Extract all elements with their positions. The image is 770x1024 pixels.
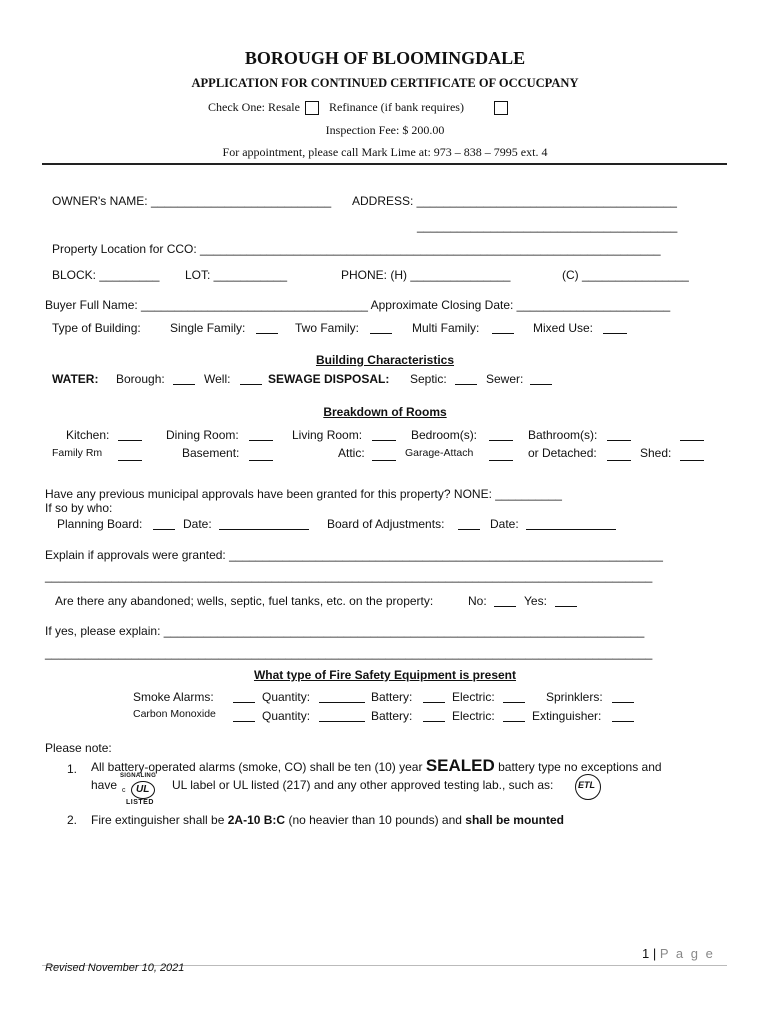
adjustments-date-label: Date:: [490, 517, 519, 531]
page-number: 1: [642, 946, 650, 961]
bedrooms-blank[interactable]: [489, 430, 513, 441]
note-1-number: 1.: [67, 762, 78, 776]
family-room-label: Family Rm: [52, 447, 103, 459]
basement-blank[interactable]: [249, 450, 273, 461]
kitchen-label: Kitchen:: [66, 428, 110, 442]
header-divider: [42, 163, 727, 165]
shed-blank[interactable]: [680, 450, 704, 461]
note-1-have: have: [91, 778, 118, 792]
bathrooms-blank[interactable]: [607, 430, 631, 441]
single-family-label: Single Family:: [170, 321, 246, 335]
page-separator: |: [652, 946, 657, 961]
co-battery-blank[interactable]: [423, 711, 445, 722]
two-family-label: Two Family:: [295, 321, 360, 335]
co-electric-blank[interactable]: [503, 711, 525, 722]
septic-label: Septic:: [410, 372, 447, 386]
carbon-monoxide-blank[interactable]: [233, 711, 255, 722]
extinguisher-rating: 2A-10 B:C: [227, 813, 286, 827]
explain-approvals-field[interactable]: Explain if approvals were granted: _________________________________________________________________: [45, 548, 663, 562]
if-yes-explain-field[interactable]: If yes, please explain: ________________________________________________________________________: [45, 624, 645, 638]
sprinklers-label: Sprinklers:: [546, 690, 603, 704]
address-field-line2[interactable]: _______________________________________: [417, 219, 678, 233]
detached-blank[interactable]: [607, 450, 631, 461]
note-1-text-b: battery type no exceptions and: [498, 760, 662, 774]
if-so-by-who-label: If so by who:: [45, 501, 113, 515]
attic-label: Attic:: [338, 446, 365, 460]
shall-be-mounted: shall be mounted: [465, 813, 564, 827]
bedrooms-label: Bedroom(s):: [411, 428, 478, 442]
smoke-electric-label: Electric:: [452, 690, 495, 704]
ul-logo-bottom-text: LISTED: [126, 799, 154, 806]
note-1-text-a: All battery-operated alarms (smoke, CO) shall be ten (10) year: [91, 760, 423, 774]
well-label: Well:: [204, 372, 231, 386]
abandoned-no-blank[interactable]: [494, 596, 516, 607]
appointment-info: For appointment, please call Mark Lime at: 973 – 838 – 7995 ext. 4: [222, 145, 548, 159]
page-number-footer: [642, 946, 715, 961]
note-2-line: [91, 813, 564, 827]
single-family-blank[interactable]: [256, 323, 278, 334]
form-title: BOROUGH OF BLOOMINGDALE: [244, 48, 526, 68]
note-2-text-a: Fire extinguisher shall be: [91, 813, 225, 827]
planning-date-label: Date:: [183, 517, 212, 531]
garage-attach-blank[interactable]: [489, 450, 513, 461]
block-field[interactable]: BLOCK: _________: [52, 268, 160, 282]
smoke-alarms-label: Smoke Alarms:: [133, 690, 214, 704]
etl-logo-mark: ETL: [578, 780, 595, 790]
abandoned-yes-label: Yes:: [524, 594, 547, 608]
multi-family-blank[interactable]: [492, 323, 514, 334]
extra-room-blank[interactable]: [680, 430, 704, 441]
smoke-battery-label: Battery:: [371, 690, 413, 704]
note-2-text-b: (no heavier than 10 pounds) and: [288, 813, 462, 827]
smoke-battery-blank[interactable]: [423, 692, 445, 703]
type-of-building-label: Type of Building:: [52, 321, 141, 335]
adjustments-date-blank[interactable]: [526, 519, 616, 530]
planning-date-blank[interactable]: [219, 519, 309, 530]
smoke-electric-blank[interactable]: [503, 692, 525, 703]
address-field[interactable]: ADDRESS: _______________________________________: [352, 194, 677, 208]
family-room-blank[interactable]: [118, 450, 142, 461]
sealed-emphasis: SEALED: [425, 756, 495, 775]
ul-logo-c: c: [122, 787, 126, 794]
smoke-quantity-blank[interactable]: [319, 692, 365, 703]
ul-logo-mark: UL: [136, 784, 150, 795]
fire-safety-heading: What type of Fire Safety Equipment is present: [253, 668, 517, 682]
phone-cell-field[interactable]: (C) ________________: [562, 268, 689, 282]
well-blank[interactable]: [240, 374, 262, 385]
borough-label: Borough:: [116, 372, 165, 386]
note-1-line1: [91, 756, 662, 776]
mixed-use-blank[interactable]: [603, 323, 627, 334]
dining-room-blank[interactable]: [249, 430, 273, 441]
septic-blank[interactable]: [455, 374, 477, 385]
refinance-checkbox[interactable]: [494, 101, 508, 115]
check-one-label: Check One: Resale: [208, 100, 300, 114]
extinguisher-blank[interactable]: [612, 711, 634, 722]
mixed-use-label: Mixed Use:: [533, 321, 594, 335]
sewer-label: Sewer:: [486, 372, 524, 386]
sewer-blank[interactable]: [530, 374, 552, 385]
ul-listed-logo: [118, 773, 168, 809]
garage-attach-label: Garage-Attach: [405, 447, 474, 459]
multi-family-label: Multi Family:: [412, 321, 480, 335]
etl-logo: [575, 774, 609, 802]
ul-logo-top-text: SIGNALING: [120, 773, 157, 779]
planning-board-blank[interactable]: [153, 519, 175, 530]
resale-checkbox[interactable]: [305, 101, 319, 115]
kitchen-blank[interactable]: [118, 430, 142, 441]
co-quantity-label: Quantity:: [262, 709, 311, 723]
abandoned-yes-blank[interactable]: [555, 596, 577, 607]
building-characteristics-heading: Building Characteristics: [315, 353, 455, 367]
or-detached-label: or Detached:: [528, 446, 597, 460]
abandoned-no-label: No:: [468, 594, 487, 608]
revised-date: Revised November 10, 2021: [45, 962, 185, 974]
living-room-label: Living Room:: [292, 428, 363, 442]
previous-approvals-question[interactable]: Have any previous municipal approvals have been granted for this property? NONE: __________: [45, 487, 562, 501]
living-room-blank[interactable]: [372, 430, 396, 441]
property-location-field[interactable]: Property Location for CCO: _____________________________________________________________________: [52, 242, 661, 256]
smoke-quantity-label: Quantity:: [262, 690, 311, 704]
note-2-number: 2.: [67, 813, 78, 827]
borough-blank[interactable]: [173, 374, 195, 385]
board-of-adjustments-label: Board of Adjustments:: [327, 517, 445, 531]
breakdown-of-rooms-heading: Breakdown of Rooms: [323, 405, 447, 419]
explain-approvals-line2[interactable]: ___________________________________________________________________________________________: [45, 569, 653, 583]
co-electric-label: Electric:: [452, 709, 495, 723]
basement-label: Basement:: [182, 446, 240, 460]
shed-label: Shed:: [640, 446, 672, 460]
if-yes-explain-line2[interactable]: ___________________________________________________________________________________________: [45, 646, 653, 660]
board-of-adjustments-blank[interactable]: [458, 519, 480, 530]
refinance-label: Refinance (if bank requires): [329, 100, 464, 114]
owner-name-field[interactable]: OWNER's NAME: ___________________________: [52, 194, 332, 208]
smoke-alarms-blank[interactable]: [233, 692, 255, 703]
co-battery-label: Battery:: [371, 709, 413, 723]
note-1-text-c: UL label or UL listed (217) and any other approved testing lab., such as:: [172, 778, 554, 792]
sprinklers-blank[interactable]: [612, 692, 634, 703]
phone-home-field[interactable]: PHONE: (H) _______________: [341, 268, 511, 282]
carbon-monoxide-label: Carbon Monoxide: [133, 708, 216, 720]
extinguisher-label: Extinguisher:: [532, 709, 602, 723]
sewage-disposal-label: SEWAGE DISPOSAL:: [268, 372, 390, 386]
inspection-fee: Inspection Fee: $ 200.00: [325, 123, 445, 137]
co-quantity-blank[interactable]: [319, 711, 365, 722]
page-word: P a g e: [659, 946, 715, 961]
attic-blank[interactable]: [372, 450, 396, 461]
bathrooms-label: Bathroom(s):: [528, 428, 598, 442]
lot-field[interactable]: LOT: ___________: [185, 268, 288, 282]
dining-room-label: Dining Room:: [166, 428, 239, 442]
two-family-blank[interactable]: [370, 323, 392, 334]
water-label: WATER:: [52, 372, 99, 386]
abandoned-question: Are there any abandoned; wells, septic, fuel tanks, etc. on the property:: [55, 594, 434, 608]
form-subtitle: APPLICATION FOR CONTINUED CERTIFICATE OF OCCUCPANY: [191, 76, 579, 90]
please-note-label: Please note:: [45, 741, 112, 755]
planning-board-label: Planning Board:: [57, 517, 143, 531]
buyer-closing-field[interactable]: Buyer Full Name: __________________________________ Approximate Closing Date: _______________________: [45, 298, 671, 312]
